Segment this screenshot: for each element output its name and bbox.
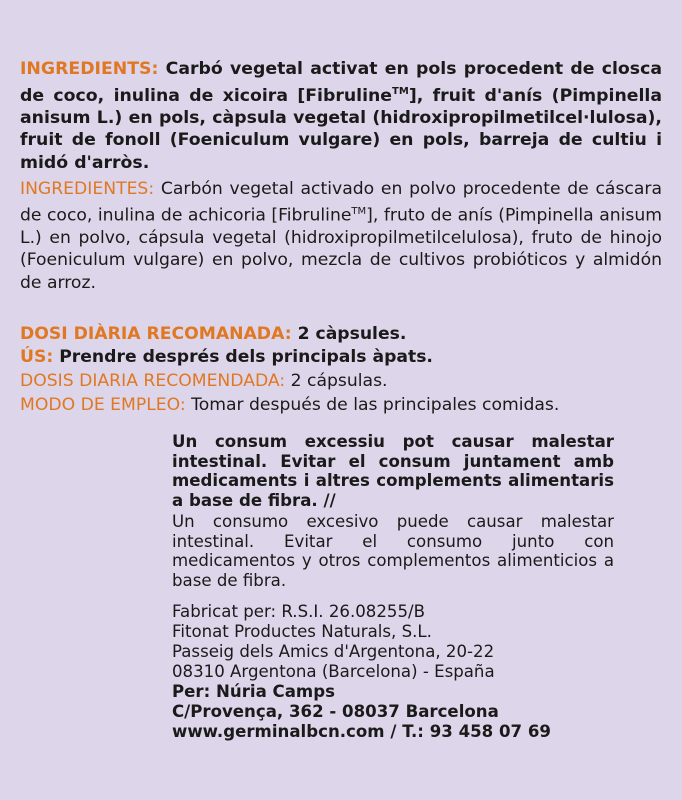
spanish-dose-value: 2 cápsulas. — [290, 371, 388, 391]
catalan-use-label: ÚS: — [20, 347, 54, 367]
spanish-dose — [20, 370, 388, 392]
distributor-contact: www.germinalbcn.com / T.: 93 458 07 69 — [172, 722, 551, 741]
spanish-ingredients-text-after: ], fruto de anís (Pimpinella anisum L.) en polvo, cápsula vegetal (hidroxipropilmetilcelulosa), fruto de hinojo (Foeniculum vulgare) en polvo, mezcla de cultivos probióticos y almidón de arroz. — [20, 205, 662, 293]
manufacturer-registration: Fabricat per: R.S.I. 26.08255/B — [172, 602, 425, 621]
spanish-use — [20, 394, 559, 416]
distributor-address: C/Provença, 362 - 08037 Barcelona — [172, 702, 499, 721]
manufacturer-block — [172, 602, 551, 742]
spanish-warning: Un consumo excesivo puede causar malestar intestinal. Evitar el consumo junto con medicamentos y otros complementos alimenticios a base de fibra. — [172, 512, 614, 590]
trademark-symbol: TM — [351, 205, 367, 217]
spanish-dose-label: DOSIS DIARIA RECOMENDADA: — [20, 371, 286, 391]
spanish-ingredients-text: Carbón vegetal activado en polvo procedente de cáscara de coco, inulina de achicoria [Fibruline — [20, 179, 662, 226]
catalan-ingredients — [20, 58, 662, 174]
spanish-ingredients-label: INGREDIENTES: — [20, 179, 155, 199]
trademark-symbol: TM — [392, 85, 409, 97]
spanish-ingredients — [20, 178, 662, 294]
catalan-warning: Un consum excessiu pot causar malestar intestinal. Evitar el consum juntament amb medicaments i altres complements alimentaris a base de fibra. // — [172, 432, 614, 510]
catalan-dose-label: DOSI DIÀRIA RECOMANADA: — [20, 324, 292, 344]
manufacturer-address: Passeig dels Amics d'Argentona, 20-22 — [172, 642, 495, 661]
catalan-ingredients-text-after: ], fruit d'anís (Pimpinella anisum L.) en pols, càpsula vegetal (hidroxipropilmetilcel·lulosa), fruit de fonoll (Foeniculum vulgare) en pols, barreja de cultiu i midó d'arròs. — [20, 85, 662, 173]
catalan-dose-value: 2 càpsules. — [297, 324, 407, 344]
distributor-name: Per: Núria Camps — [172, 682, 335, 701]
catalan-ingredients-text: Carbó vegetal activat en pols procedent de closca de coco, inulina de xicoira [Fibruline — [20, 59, 662, 106]
spanish-use-value: Tomar después de las principales comidas. — [191, 395, 560, 415]
spanish-use-label: MODO DE EMPLEO: — [20, 395, 186, 415]
catalan-ingredients-label: INGREDIENTS: — [20, 59, 159, 79]
manufacturer-company: Fitonat Productes Naturals, S.L. — [172, 622, 432, 641]
catalan-use-value: Prendre després dels principals àpats. — [59, 347, 433, 367]
catalan-dose — [20, 323, 406, 345]
catalan-use — [20, 346, 433, 368]
manufacturer-city: 08310 Argentona (Barcelona) - España — [172, 662, 495, 681]
